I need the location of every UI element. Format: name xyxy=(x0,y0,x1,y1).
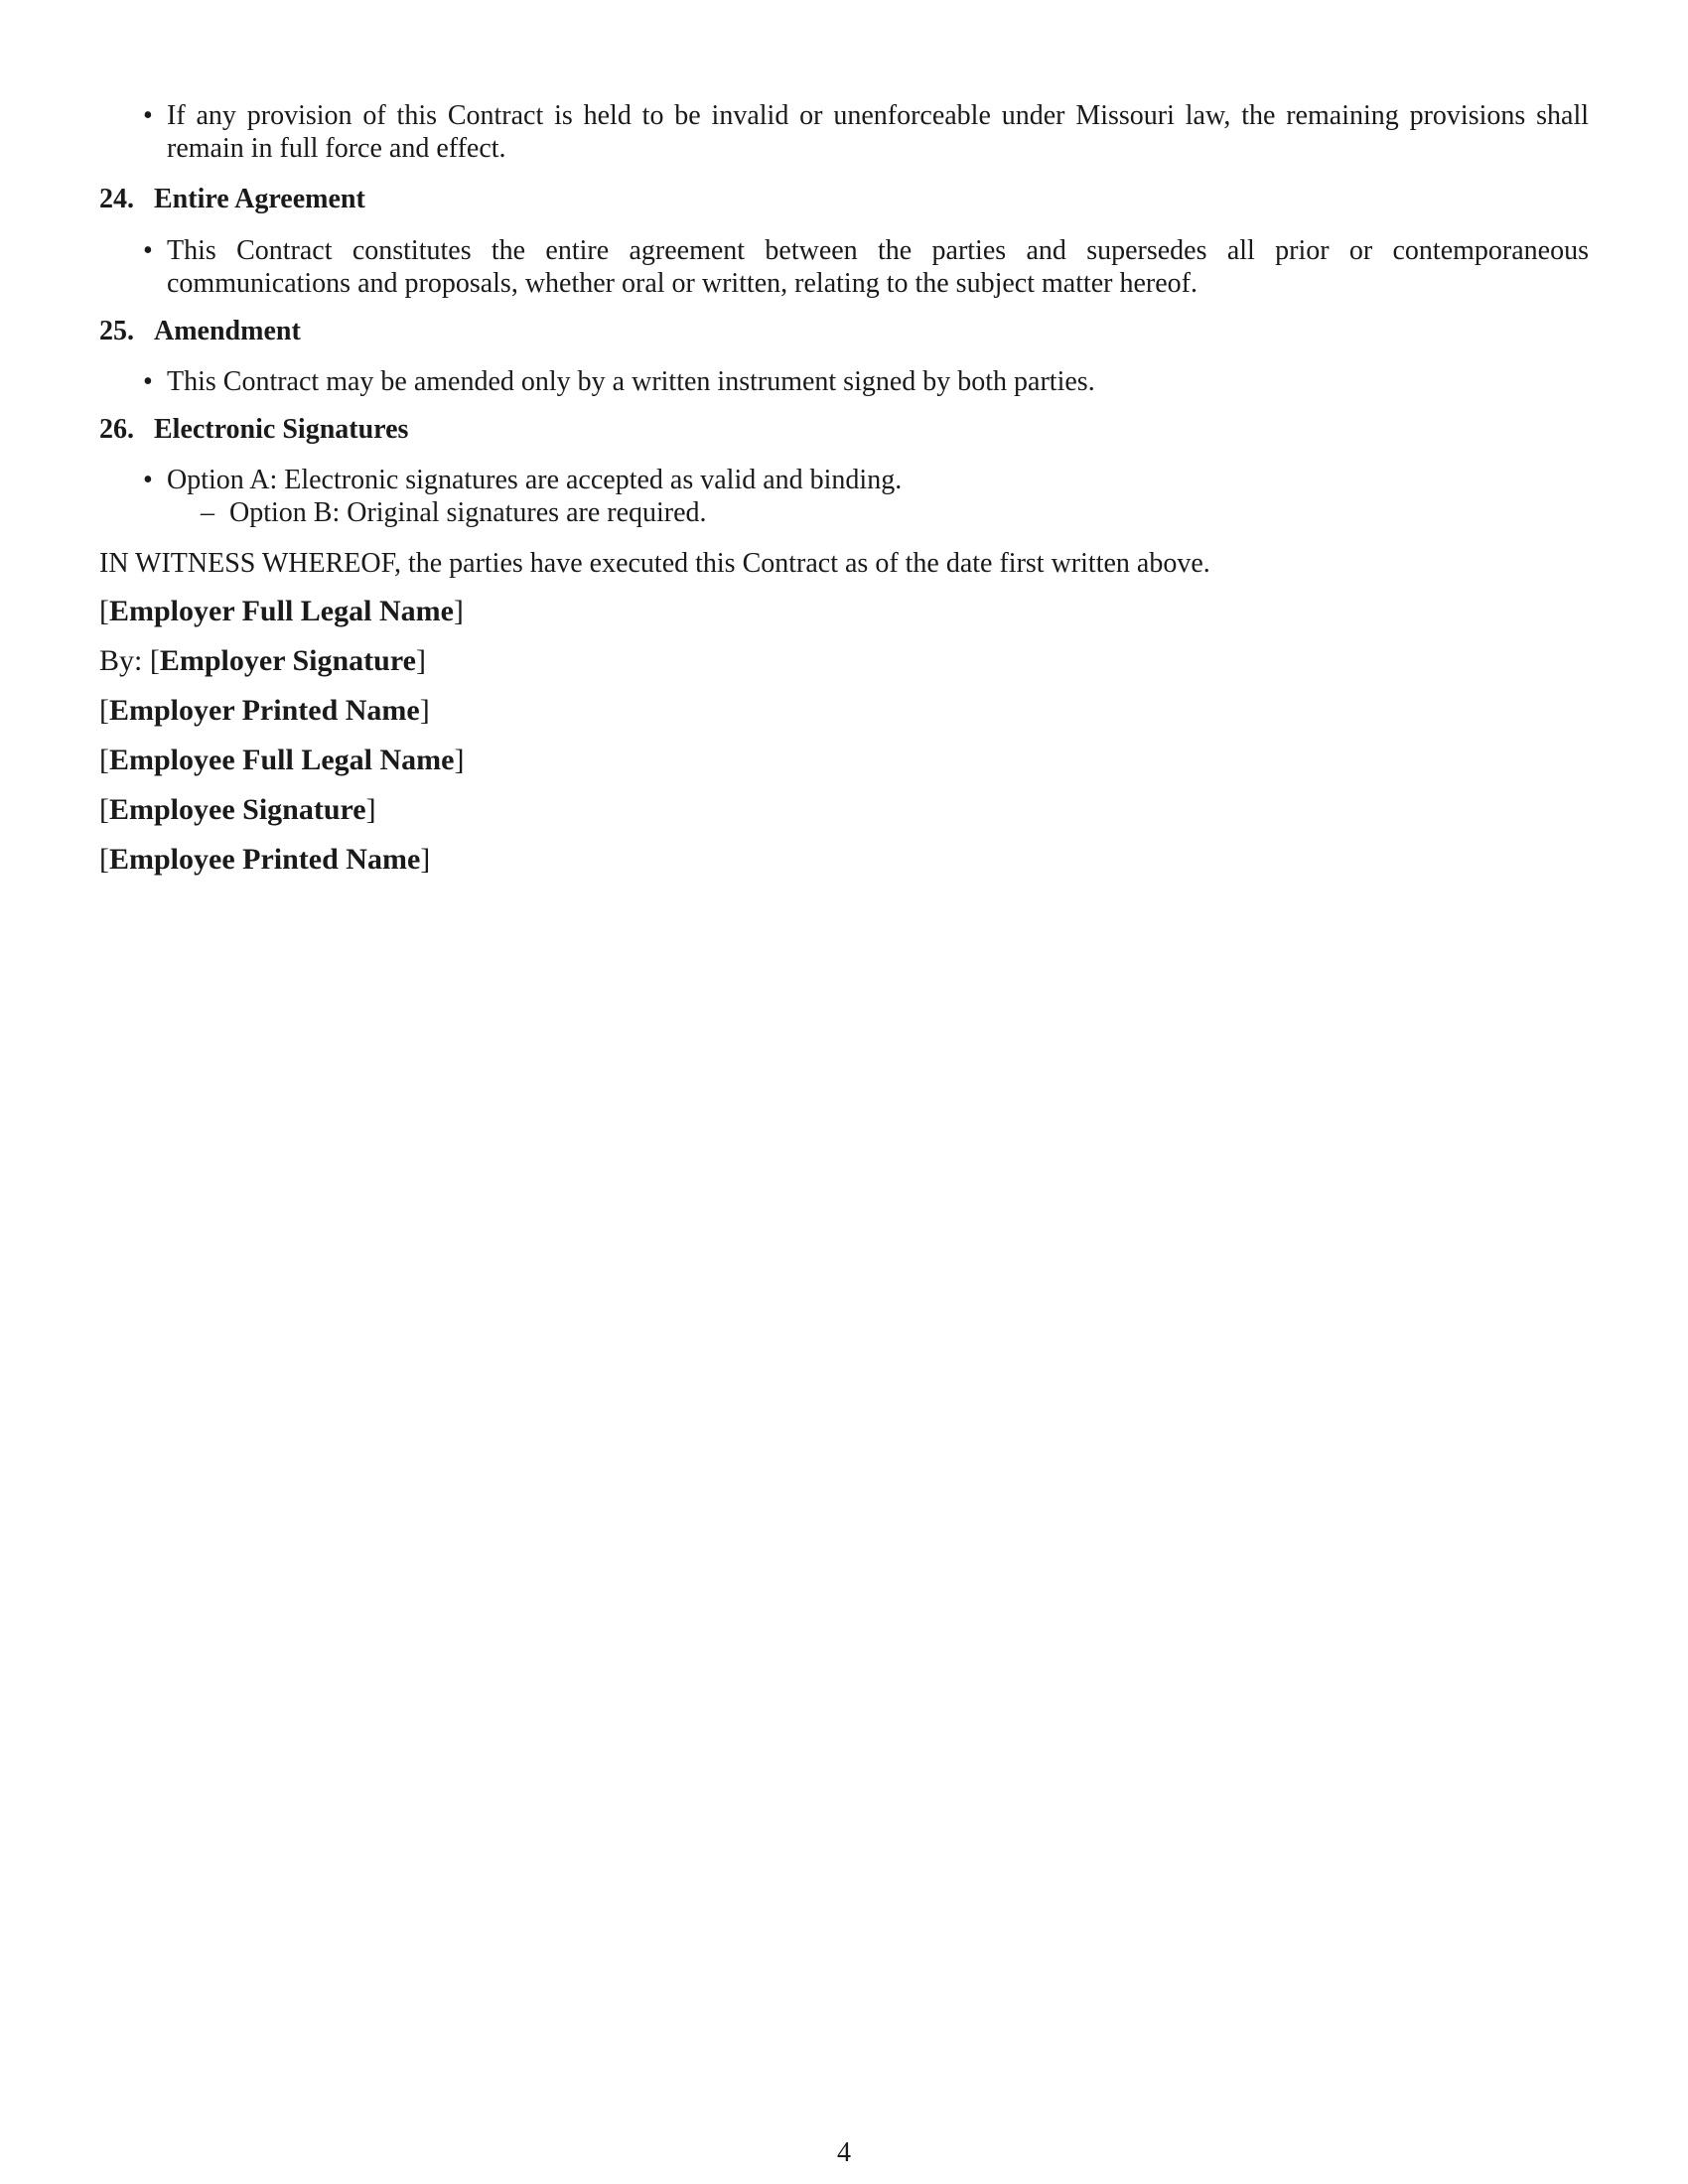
section-title: Electronic Signatures xyxy=(154,414,409,445)
employee-signature-text: Employee Signature xyxy=(109,793,366,826)
bullet-marker: • xyxy=(143,465,153,495)
employee-signature: [Employee Signature] xyxy=(99,793,376,826)
bullet-marker: • xyxy=(143,366,153,397)
employer-signature-line: By: [Employer Signature] xyxy=(99,644,426,677)
employer-full-legal-name-text: Employer Full Legal Name xyxy=(109,595,454,627)
severability-bullet xyxy=(143,99,1589,165)
employee-full-legal-name: [Employee Full Legal Name] xyxy=(99,744,465,776)
section-26-bullet xyxy=(143,464,1589,496)
section-26-text: Option A: Electronic signatures are accepted as valid and binding. xyxy=(167,465,903,495)
section-number: 26. xyxy=(99,414,134,445)
dash-marker: – xyxy=(201,497,214,528)
section-title: Entire Agreement xyxy=(154,184,365,214)
employee-full-legal-name-text: Employee Full Legal Name xyxy=(109,744,455,776)
severability-text: If any provision of this Contract is held to be invalid or unenforceable under Missouri law, the remaining provisions shall remain in full force and effect. xyxy=(167,100,1589,164)
witness-clause: IN WITNESS WHEREOF, the parties have executed this Contract as of the date first written above. xyxy=(99,548,1210,579)
section-25-heading xyxy=(99,315,301,347)
document-page xyxy=(99,0,1589,2184)
section-25-text: This Contract may be amended only by a written instrument signed by both parties. xyxy=(167,366,1095,397)
by-label: By: xyxy=(99,644,143,677)
employer-printed-name-text: Employer Printed Name xyxy=(109,694,420,727)
employer-printed-name: [Employer Printed Name] xyxy=(99,694,430,727)
section-26-sub-bullet xyxy=(201,496,1520,529)
section-24-heading xyxy=(99,183,365,215)
section-title: Amendment xyxy=(154,316,301,346)
bullet-marker: • xyxy=(143,235,153,266)
employee-printed-name-text: Employee Printed Name xyxy=(109,843,421,876)
employer-full-legal-name: [Employer Full Legal Name] xyxy=(99,595,464,627)
employer-signature-text: Employer Signature xyxy=(159,644,416,677)
section-24-bullet xyxy=(143,234,1589,300)
section-25-bullet xyxy=(143,365,1589,398)
section-26-heading xyxy=(99,413,408,446)
employee-printed-name: [Employee Printed Name] xyxy=(99,843,431,876)
section-24-text: This Contract constitutes the entire agreement between the parties and supersedes all prior or contemporaneous communications and proposals, whether oral or written, relating to the subject matter hereof. xyxy=(167,235,1589,299)
section-26-sub-text: Option B: Original signatures are required. xyxy=(229,497,707,528)
bullet-marker: • xyxy=(143,100,153,131)
section-number: 25. xyxy=(99,316,134,346)
page-number: 4 xyxy=(837,2137,851,2168)
section-number: 24. xyxy=(99,184,134,214)
